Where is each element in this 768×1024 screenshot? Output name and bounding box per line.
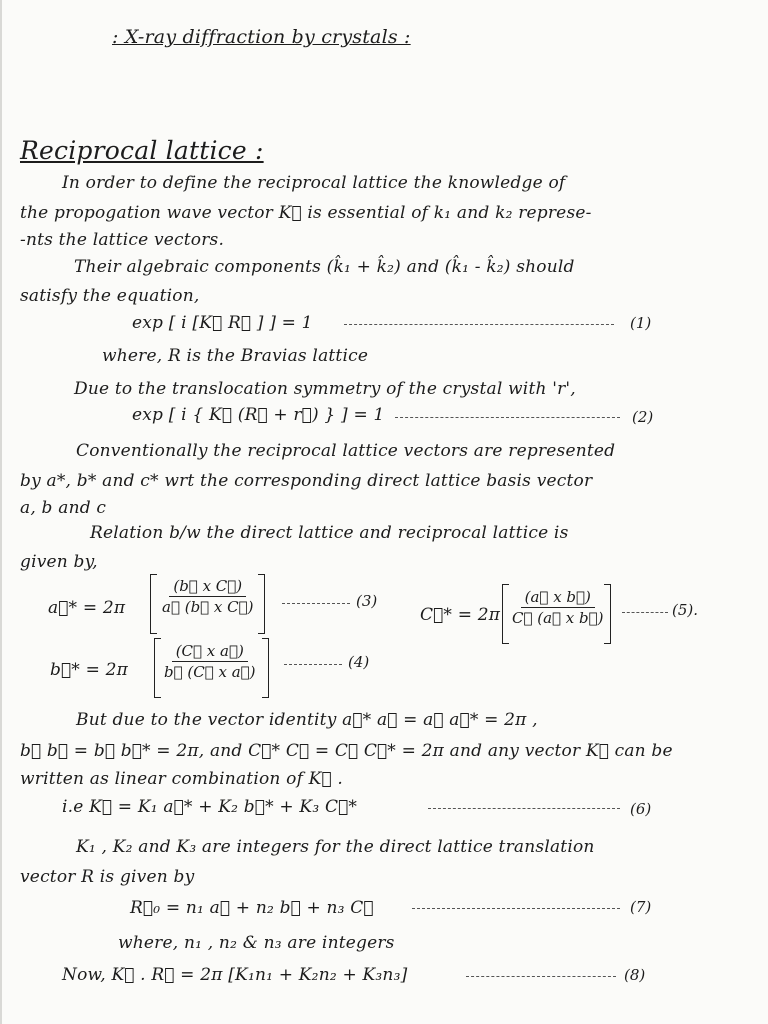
relation-b-star-fraction (160, 642, 260, 681)
text-line: Conventionally the reciprocal lattice vectors are represented (76, 441, 616, 461)
leader-line (284, 664, 342, 665)
equation-number: (3) (356, 592, 378, 610)
bracket-left (150, 574, 157, 634)
text-line: the propogation wave vector K⃗ is essential of k₁ and k₂ represe- (20, 203, 592, 223)
equation-number: (1) (630, 314, 652, 332)
fraction-denominator: C⃗ (a⃗ x b⃗) (512, 609, 604, 627)
text-line: Their algebraic components (k̂₁ + k̂₂) and (k̂₁ - k̂₂) should (74, 257, 575, 277)
text-line: b⃗ b⃗ = b⃗ b⃗* = 2π, and C⃗* C⃗ = C⃗ C⃗* = 2π and any vector K⃗ can be (20, 741, 673, 761)
equation-number: (8) (624, 966, 646, 984)
text-line: a, b and c (20, 498, 107, 518)
fraction-numerator: (b⃗ x C⃗) (169, 577, 246, 597)
equation-2: exp [ i { K⃗ (R⃗ + r⃗) } ] = 1 (132, 405, 385, 425)
text-line: Due to the translocation symmetry of the crystal with 'r', (74, 379, 576, 399)
fraction-denominator: b⃗ (C⃗ x a⃗) (164, 663, 256, 681)
page-title: : X-ray diffraction by crystals : (112, 26, 411, 48)
equation-number: (4) (348, 653, 370, 671)
bracket-right (258, 574, 265, 634)
text-line: by a*, b* and c* wrt the corresponding direct lattice basis vector (20, 471, 593, 491)
relation-a-star-fraction (158, 577, 258, 616)
fraction-numerator: (a⃗ x b⃗) (521, 588, 595, 608)
equation-number: (6) (630, 800, 652, 818)
leader-line (395, 417, 620, 418)
text-line: vector R is given by (20, 867, 195, 887)
leader-line (428, 808, 620, 809)
leader-line (344, 324, 614, 325)
fraction-denominator: a⃗ (b⃗ x C⃗) (162, 598, 254, 616)
text-line: satisfy the equation, (20, 286, 200, 306)
text-line: -nts the lattice vectors. (20, 230, 225, 250)
leader-line (466, 976, 616, 977)
text-line: K₁ , K₂ and K₃ are integers for the direct lattice translation (76, 837, 595, 857)
equation-6: i.e K⃗ = K₁ a⃗* + K₂ b⃗* + K₃ C⃗* (62, 797, 358, 817)
leader-line (622, 612, 668, 613)
fraction-numerator: (C⃗ x a⃗) (172, 642, 248, 662)
equation-7: R⃗₀ = n₁ a⃗ + n₂ b⃗ + n₃ C⃗ (130, 898, 374, 918)
equation-number: (2) (632, 408, 654, 426)
text-line: written as linear combination of K⃗ . (20, 769, 343, 789)
equation-8: Now, K⃗ . R⃗ = 2π [K₁n₁ + K₂n₂ + K₃n₃] (62, 965, 408, 985)
text-line: In order to define the reciprocal lattice the knowledge of (62, 173, 566, 193)
equation-1: exp [ i [K⃗ R⃗ ] ] = 1 (132, 313, 313, 333)
section-heading: Reciprocal lattice : (20, 136, 264, 165)
equation-number: (5). (672, 601, 699, 619)
leader-line (282, 603, 350, 604)
leader-line (412, 908, 620, 909)
text-line: But due to the vector identity a⃗* a⃗ = a⃗ a⃗* = 2π , (76, 710, 538, 730)
text-line: where, n₁ , n₂ & n₃ are integers (118, 933, 395, 953)
relation-a-star-lhs: a⃗* = 2π (48, 598, 126, 618)
bracket-right (262, 638, 269, 698)
relation-c-star-lhs: C⃗* = 2π (420, 605, 501, 625)
equation-number: (7) (630, 898, 652, 916)
text-line: given by, (20, 552, 98, 572)
text-line: Relation b/w the direct lattice and reciprocal lattice is (90, 523, 569, 543)
text-line: where, R is the Bravias lattice (102, 346, 369, 366)
page-margin (0, 0, 2, 1024)
bracket-right (604, 584, 611, 644)
relation-c-star-fraction (508, 588, 608, 627)
relation-b-star-lhs: b⃗* = 2π (50, 660, 129, 680)
